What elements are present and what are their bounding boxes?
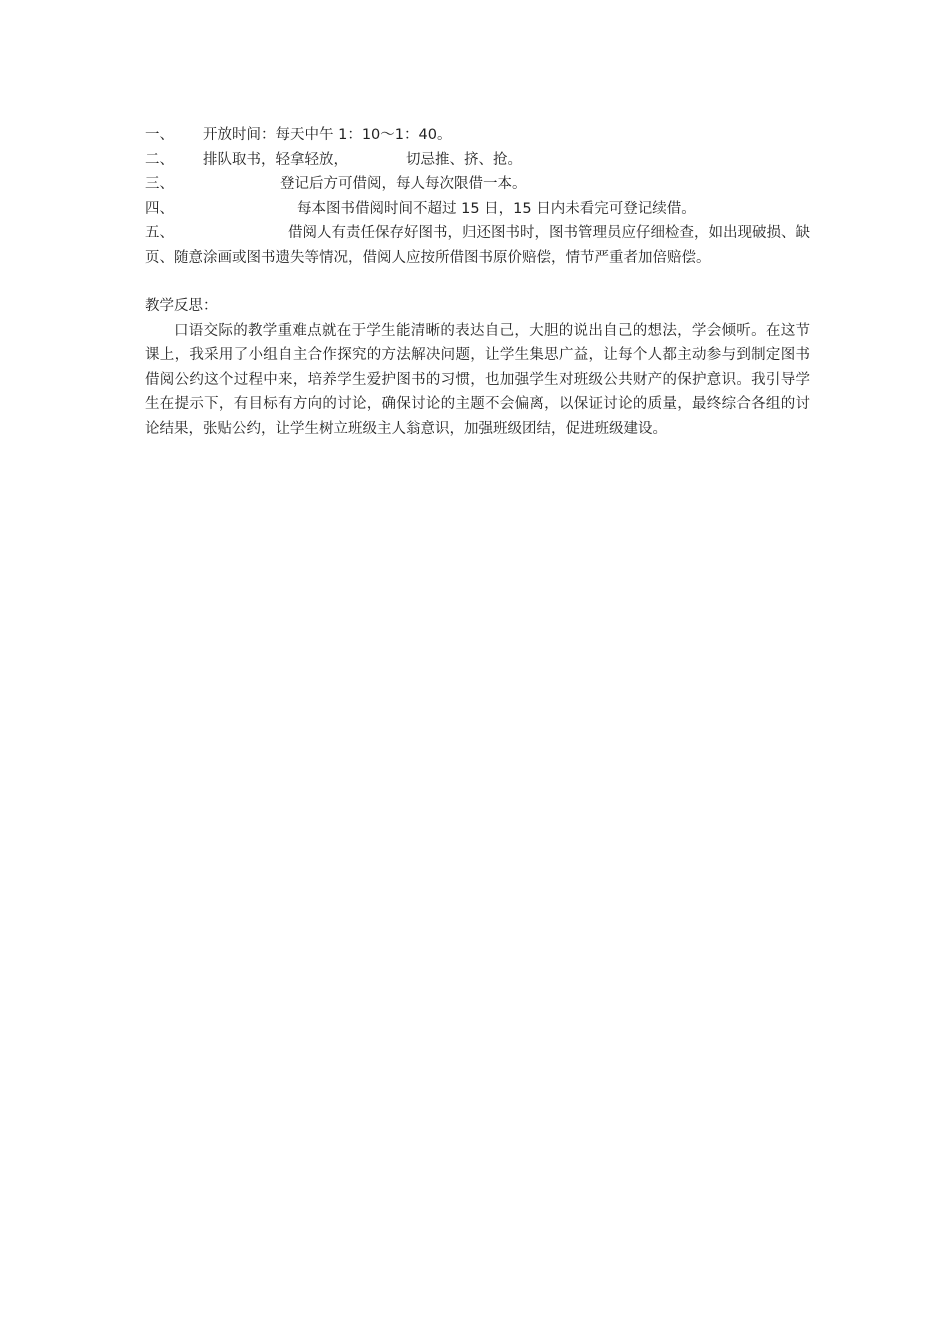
rule-text-part: 排队取书，轻拿轻放， bbox=[203, 151, 348, 168]
document-content bbox=[145, 123, 810, 441]
paragraph-spacer bbox=[145, 270, 810, 294]
rule-number: 一、 bbox=[145, 127, 174, 143]
rule-text-part: 切忌推、挤、抢。 bbox=[406, 151, 522, 168]
rule-number: 二、 bbox=[145, 151, 174, 168]
reflection-paragraph: 口语交际的教学重难点就在于学生能清晰的表达自己，大胆的说出自己的想法，学会倾听。在这节课上，我采用了小组自主合作探究的方法解决问题，让学生集思广益，让每个人都主动参与到制定图书借阅公约这个过程中来，培养学生爱护图书的习惯，也加强学生对班级公共财产的保护意识。我引导学生在提示下，有目标有方向的讨论，确保讨论的主题不会偏离，以保证讨论的质量，最终综合各组的讨论结果，张贴公约，让学生树立班级主人翁意识，加强班级团结，促进班级建设。 bbox=[145, 322, 810, 437]
rule-text: 登记后方可借阅，每人每次限借一本。 bbox=[280, 176, 527, 192]
rule-item-5 bbox=[145, 221, 810, 270]
rule-item-2 bbox=[145, 148, 810, 173]
rule-item-3 bbox=[145, 172, 810, 197]
rule-item-1 bbox=[145, 123, 810, 148]
rule-number: 三、 bbox=[145, 176, 174, 192]
rule-text: 借阅人有责任保存好图书，归还图书时，图书管理员应仔细检查，如出现破损、缺页、随意涂画或图书遗失等情况，借阅人应按所借图书原价赔偿，情节严重者加倍赔偿。 bbox=[145, 225, 810, 266]
rule-text: 开放时间：每天中午 1：10～1：40。 bbox=[203, 127, 452, 143]
rule-text: 每本图书借阅时间不超过 15 日，15 日内未看完可登记续借。 bbox=[297, 200, 696, 217]
rule-item-4 bbox=[145, 197, 810, 222]
rule-text bbox=[203, 152, 522, 168]
reflection-heading: 教学反思： bbox=[145, 298, 218, 314]
rule-number: 四、 bbox=[145, 200, 174, 217]
rule-number: 五、 bbox=[145, 225, 174, 241]
